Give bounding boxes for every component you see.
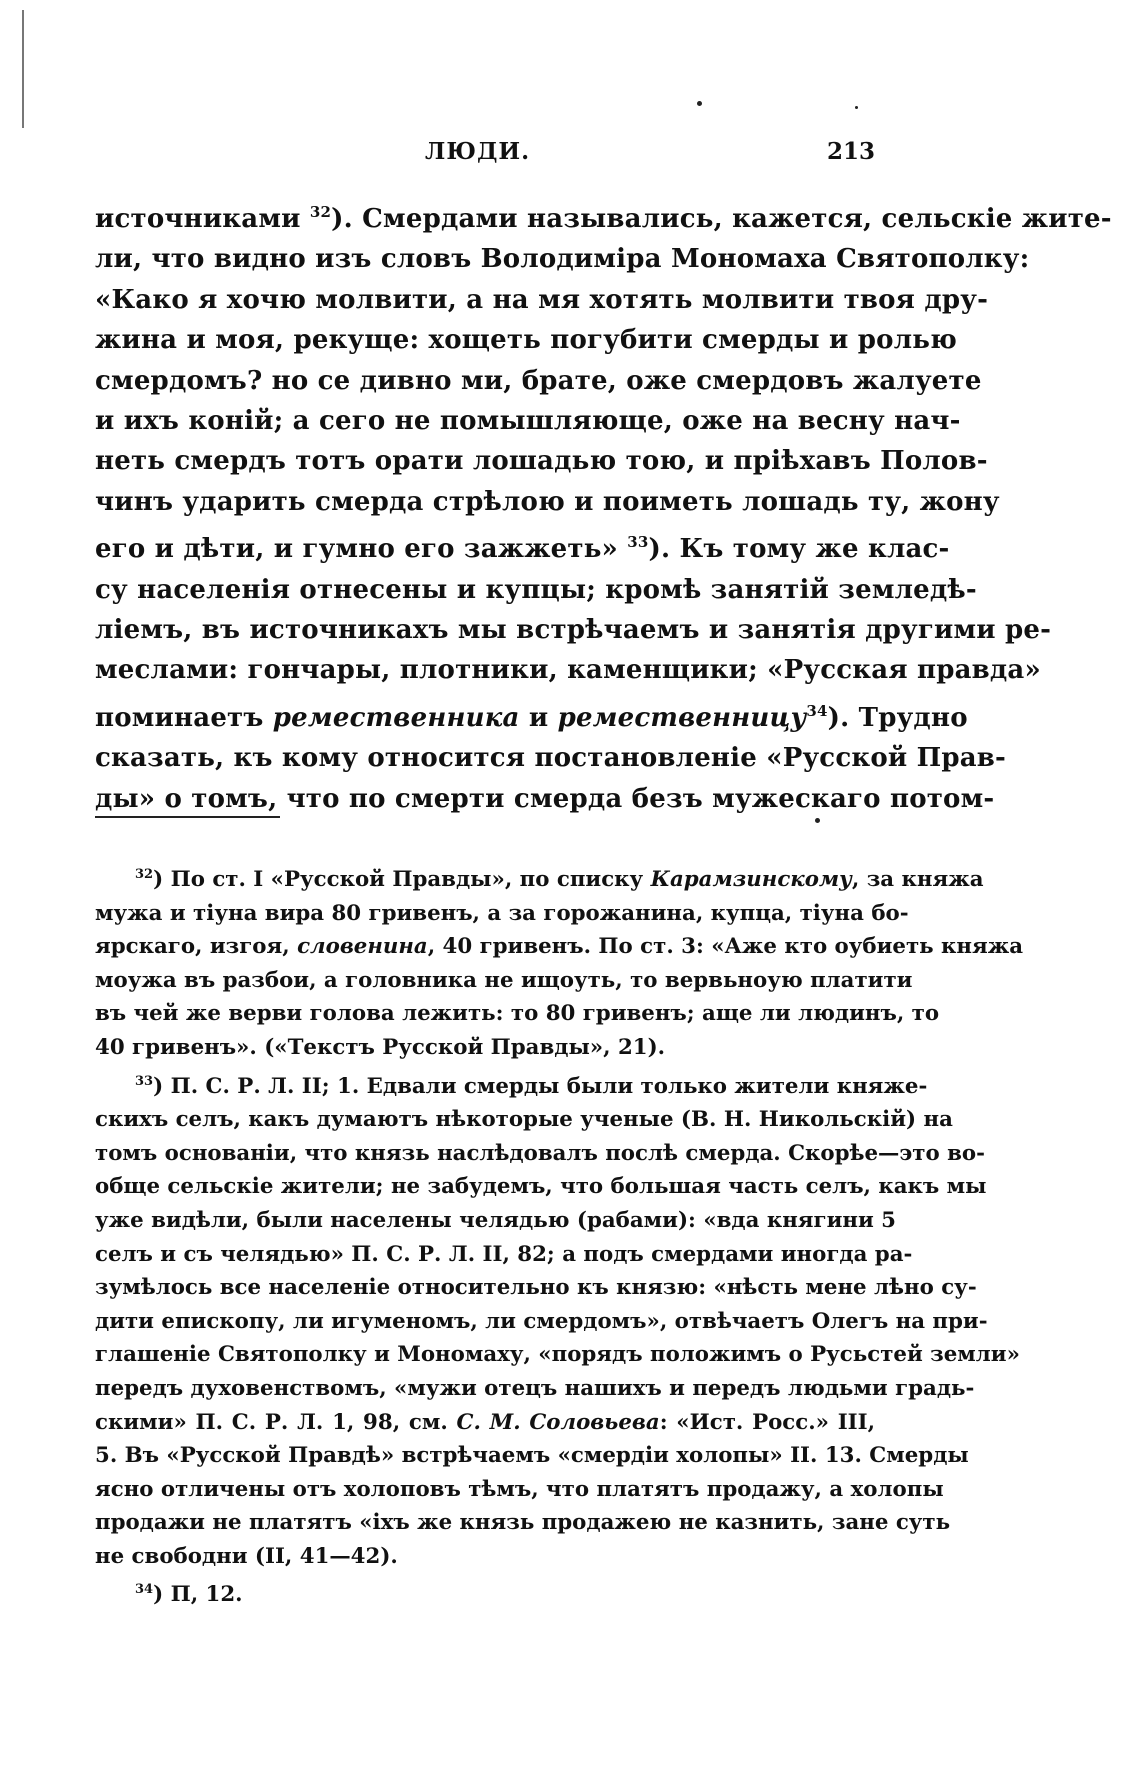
footnote-marker: 34 xyxy=(135,1582,154,1598)
footnote-marker: 33 xyxy=(135,1073,154,1089)
footnote-32-line: $^{32}$) По ст. I «Русской Правды», по списку Карамзинскому, за княжа xyxy=(135,867,984,892)
footnote-33-line: дити епископу, ли игуменомъ, ли смердомъ», отвѣчаетъ Олегъ на при- xyxy=(95,1308,988,1334)
page-header xyxy=(95,138,875,172)
page-binding-edge xyxy=(22,10,24,128)
text-line: и ихъ конiй; а сего не помышляюще, оже на весну нач- xyxy=(95,406,961,437)
footnote-33-line: глашеніе Святополку и Мономаху, «порядъ положимъ о Русьстей земли» xyxy=(95,1342,1020,1368)
text-line: ды» о томъ, что по смерти смерда безъ мужескаго потом- xyxy=(95,783,995,814)
footnote-33-line: томъ основаніи, что князь наслѣдовалъ послѣ смерда. Скорѣе—это во- xyxy=(95,1140,985,1166)
footnote-33-line: скихъ селъ, какъ думаютъ нѣкоторые ученые (В. Н. Никольскій) на xyxy=(95,1107,953,1133)
text-line: жина и моя, рекуще: хощеть погубити смерды и ролью xyxy=(95,325,957,356)
text-line: «Како я хочю молвити, а на мя хотять молвити твоя дру- xyxy=(95,284,989,315)
footnote-32-line: мужа и тiуна вира 80 гривенъ, а за горожанина, купца, тiуна бо- xyxy=(95,900,909,926)
text-line: су населенія отнесены и купцы; кромѣ занятій земледѣ- xyxy=(95,574,977,605)
text-line: сказать, къ кому относится постановленіе «Русской Прав- xyxy=(95,743,1007,774)
main-text xyxy=(95,192,1112,819)
footnote-33-line: обще сельскіе жители; не забудемъ, что большая часть селъ, какъ мы xyxy=(95,1174,987,1200)
italic-term: ремественницу xyxy=(557,702,807,733)
footnote-32-line: 40 гривенъ». («Текстъ Русской Правды», 21). xyxy=(95,1034,666,1060)
text-line: его и дѣти, и гумно его зажжеть» $^{33}$). Къ тому же клас- xyxy=(95,533,950,565)
footnote-33-line: 5. Въ «Русской Правдѣ» встрѣчаемъ «смердіи холопы» II. 13. Смерды xyxy=(95,1443,969,1469)
footnote-ref: 34 xyxy=(806,701,828,720)
italic-term: ремественника xyxy=(272,702,520,733)
print-speck xyxy=(697,101,702,106)
italic-source: Карамзинскому xyxy=(650,867,852,892)
footnote-33-line: селъ и съ челядью» П. С. Р. Л. II, 82; а подъ смердами иногда ра- xyxy=(95,1241,913,1267)
footnote-ref: 33 xyxy=(627,533,649,552)
footnote-33-line: зумѣлось все населеніе относительно къ князю: «нѣсть мене лѣно су- xyxy=(95,1275,977,1301)
text-line: поминаетъ ремественника и ремественницу$^{34}$). Трудно xyxy=(95,701,968,733)
print-speck xyxy=(855,106,858,109)
italic-term: словенина xyxy=(297,934,428,960)
footnote-marker: 32 xyxy=(135,867,154,882)
text-line: чинъ ударить смерда стрѣлою и поиметь лошадь ту, жону xyxy=(95,486,1000,517)
footnote-33-line: не свободни (II, 41—42). xyxy=(95,1543,398,1569)
footnote-separator xyxy=(95,816,280,818)
text-line: меслами: гончары, плотники, каменщики; «Русская правда» xyxy=(95,655,1041,686)
footnote-33-line: продажи не платятъ «іхъ же князь продажею не казнить, зане суть xyxy=(95,1510,951,1536)
footnote-32-line: ярскаго, изгоя, словенина, 40 гривенъ. По ст. 3: «Аже кто оубиеть княжа xyxy=(95,934,1024,960)
footnote-33-line: уже видѣли, были населены челядью (рабами): «вда княгини 5 xyxy=(95,1207,896,1233)
footnote-32-line: моужа въ разбои, а головника не ищоуть, то вервьноую платити xyxy=(95,967,913,993)
text-line: лiемъ, въ источникахъ мы встрѣчаемъ и занятія другими ре- xyxy=(95,615,1052,646)
footnote-33-line: ясно отличены отъ холоповъ тѣмъ, что платятъ продажу, а холопы xyxy=(95,1476,944,1502)
text-line: неть смердъ тотъ орати лошадью тою, и прiѣхавъ Полов- xyxy=(95,446,988,477)
footnote-ref: 32 xyxy=(309,203,332,221)
footnote-34-line: $^{34}$) П, 12. xyxy=(135,1582,243,1608)
footnote-33-line: скими» П. С. Р. Л. 1, 98, см. С. М. Соловьева: «Ист. Росс.» III, xyxy=(95,1409,875,1435)
page-number: 213 xyxy=(826,138,875,165)
text-line: ли, что видно изъ словъ Володиміра Мономаха Святополку: xyxy=(95,244,1030,275)
italic-author: С. М. Соловьева xyxy=(456,1409,660,1435)
text-line: источниками $^{32}$). Смердами назывались, кажется, сельскіе жите- xyxy=(95,203,1112,234)
footnote-32-line: въ чей же верви голова лежить: то 80 гривенъ; аще ли людинъ, то xyxy=(95,1001,940,1027)
footnotes xyxy=(95,858,1024,1612)
text-line: смердомъ? но се дивно ми, брате, оже смердовъ жалуете xyxy=(95,365,982,396)
running-title: ЛЮДИ. xyxy=(425,138,531,165)
footnote-33-line: $^{33}$) П. С. Р. Л. II; 1. Едвали смерды были только жители княже- xyxy=(135,1073,928,1099)
footnote-33-line: передъ духовенствомъ, «мужи отецъ нашихъ и передъ людьми градь- xyxy=(95,1375,975,1401)
